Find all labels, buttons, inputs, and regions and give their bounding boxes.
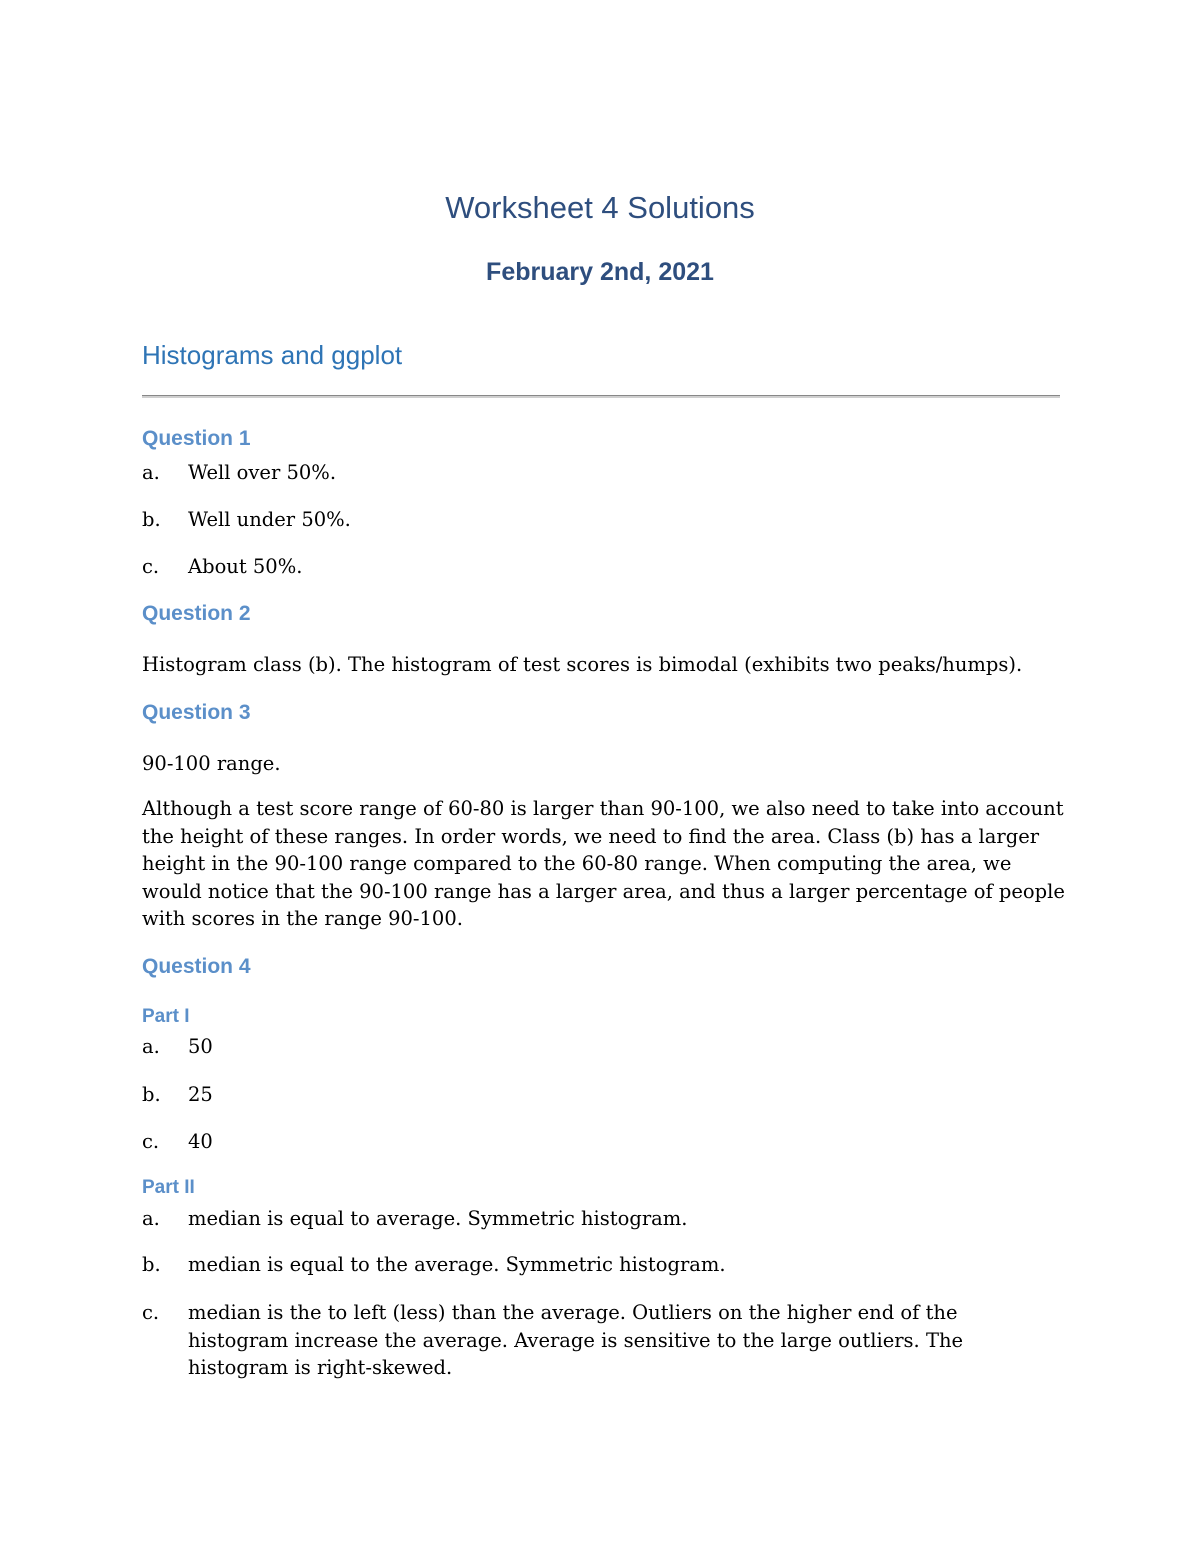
q4-part2-item-a-marker: a.	[142, 1207, 160, 1230]
q4-part1-item-c-marker: c.	[142, 1130, 160, 1153]
section-heading: Histograms and ggplot	[142, 340, 403, 370]
q4-part-2-heading: Part II	[142, 1177, 195, 1198]
section-divider	[142, 395, 1060, 398]
q4-part1-item-b-marker: b.	[142, 1083, 161, 1106]
q4-part2-item-b-text: median is equal to the average. Symmetric histogram.	[188, 1253, 726, 1276]
q1-item-c-marker: c.	[142, 555, 160, 578]
q4-part1-item-b-text: 25	[188, 1083, 213, 1106]
q4-part1-item-a-text: 50	[188, 1035, 213, 1058]
q4-part2-item-c-marker: c.	[142, 1301, 160, 1324]
q1-item-a-text: Well over 50%.	[188, 461, 337, 484]
q4-part2-item-b-marker: b.	[142, 1253, 161, 1276]
document-title: Worksheet 4 Solutions	[445, 190, 755, 225]
question-2-heading: Question 2	[142, 602, 251, 625]
q4-part1-item-a-marker: a.	[142, 1035, 160, 1058]
q1-item-a-marker: a.	[142, 461, 160, 484]
q2-answer: Histogram class (b). The histogram of test scores is bimodal (exhibits two peaks/humps).	[142, 653, 1023, 676]
q1-item-b-text: Well under 50%.	[188, 508, 351, 531]
question-3-heading: Question 3	[142, 701, 251, 724]
q4-part1-item-c-text: 40	[188, 1130, 213, 1153]
q4-part2-item-a-text: median is equal to average. Symmetric histogram.	[188, 1207, 688, 1230]
document-date: February 2nd, 2021	[486, 258, 714, 286]
q3-explanation: Although a test score range of 60-80 is larger than 90-100, we also need to take into account the height of these ranges. In order words, we need to find the area. Class (b) has a larger height in the 90-100 range compared to the 60-80 range. When computing the area, we would notice that the 90-100 range has a larger area, and thus a larger percentage of people with scores in the range 90-100.	[142, 797, 1065, 930]
question-4-heading: Question 4	[142, 955, 251, 978]
question-1-heading: Question 1	[142, 427, 251, 450]
q1-item-c-text: About 50%.	[188, 555, 303, 578]
q4-part-1-heading: Part I	[142, 1006, 190, 1027]
q1-item-b-marker: b.	[142, 508, 161, 531]
q3-answer: 90-100 range.	[142, 752, 281, 775]
q4-part2-item-c-text: median is the to left (less) than the average. Outliers on the higher end of the histogram increase the average. Average is sensitive to the large outliers. The histogram is right-skewed.	[188, 1301, 964, 1379]
